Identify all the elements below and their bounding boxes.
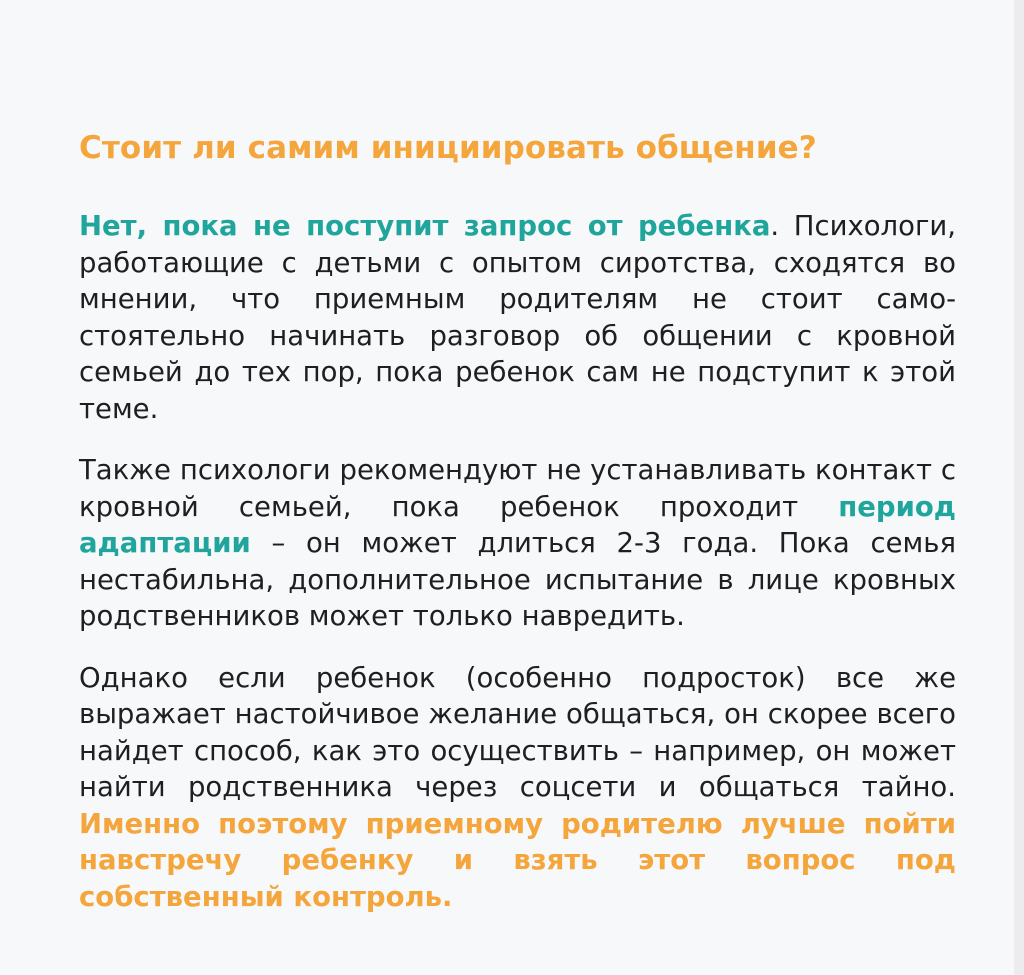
paragraph-teenager xyxy=(79,660,956,916)
article xyxy=(79,127,956,915)
paragraph-text: . Психологи, работающие с детьми с опытом сиротства, сходятся во мнении, что приемным родителям не стоит самостоятельно начинать разговор об общении с кровной семьей до тех пор, пока ребенок сам не подступит к этой теме. xyxy=(79,210,957,425)
paragraph-text: Однако если ребенок (особенно подросток) все же выражает настойчивое желание общаться, он скорее всего найдет способ, как это осуществить – например, он может найти родственника через соцсети и общаться тайно. xyxy=(79,661,956,803)
teal-highlight-adaptation: период адаптации xyxy=(79,490,956,559)
paragraph-text: – он может длиться 2-3 года. Пока семья нестабильна, дополнительное испытание в лице кровных родственников может только навредить. xyxy=(79,527,956,632)
paragraph-adaptation xyxy=(79,452,956,635)
paragraph-text: Также психологи рекомендуют не устанавливать контакт с кровной семьей, пока ребенок проходит xyxy=(79,454,956,523)
orange-highlight-conclusion: Именно поэтому приемному родителю лучше пойти навстречу ребенку и взять этот вопрос под собственный контроль. xyxy=(79,807,956,913)
teal-highlight-answer: Нет, пока не поступит запрос от ребенка xyxy=(79,210,771,242)
article-title: Стоит ли самим инициировать общение? xyxy=(79,130,817,166)
page-edge-shadow xyxy=(1014,0,1024,975)
paragraph-no-request xyxy=(79,208,956,427)
